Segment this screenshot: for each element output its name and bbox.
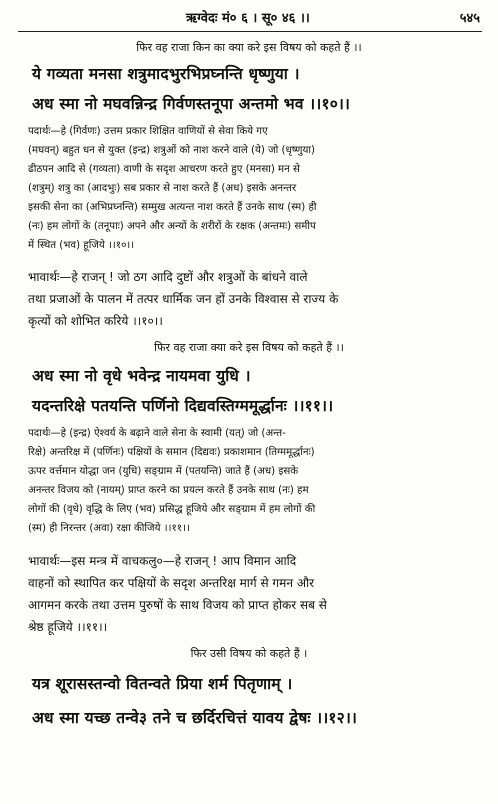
padartha-10 [28, 122, 470, 255]
intro-10: फिर वह राजा किन का क्या करे इस विषय को कहते हैं ।। [136, 41, 362, 54]
mantra-10-line-2: अध स्मा नो मघवन्निन्द्र गिर्वणस्तनूपा अन्तमो भव ।।१०।। [32, 95, 351, 113]
padartha-10-line: इसकी सेना का (अभिप्रघ्नन्ति) सम्मुख अत्यन्त नाश करते हैं उनके साथ (स्म) ही [28, 202, 317, 213]
bhavartha-10-line: कृत्यों को शोभित करिये ।।१०।। [28, 314, 163, 328]
page-header [20, 8, 480, 28]
bhavartha-10-line: तथा प्रजाओं के पालन में तत्पर धार्मिक जन हों उनके विश्वास से राज्य के [28, 292, 339, 306]
padartha-11-line: लोगों की (वृधे) वृद्धि के लिए (भव) प्रसिद्ध हूजिये और सङ्ग्राम में हम लोगों की [28, 504, 316, 515]
header-rule [18, 31, 482, 32]
bhavartha-11-line: भावार्थः—इस मन्त्र में वाचकलु०—हे राजन् ! आप विमान आदि [28, 554, 297, 568]
padartha-11 [28, 424, 470, 538]
mantra-12-line-2: अध स्मा यच्छ तन्वे३ तने च छर्दिरचित्तं यावय द्वेषः ।।१२।। [32, 709, 358, 727]
intro-12: फिर उसी विषय को कहते हैं । [190, 647, 308, 660]
intro-11: फिर वह राजा क्या करे इस विषय को कहते हैं ।। [154, 341, 344, 354]
running-title: ऋग्वेदः मं० ६ । सू० ४६ ।। [186, 11, 310, 26]
mantra-12-line-1: यत्र शूरासस्तन्वो वितन्वते प्रिया शर्म पितृणाम् । [32, 675, 293, 693]
padartha-10-line: (मघवन्) बहुत धन से युक्त (इन्द्र) शत्रुओं को नाश करने वाले (ये) जो (धृष्णुया) [28, 145, 315, 156]
padartha-11-line: अनन्तर विजय को (नायम्) प्राप्त करने का प्रयत्न करते हैं उनके साथ (नः) हम [28, 485, 309, 496]
bhavartha-11 [28, 550, 474, 638]
page-number: ५४५ [459, 11, 480, 26]
padartha-10-line: (नः) हम लोगों के (तनूपाः) अपने और अन्यों के शरीरों के रक्षक (अन्तमः) समीप [28, 221, 316, 232]
padartha-11-line: पदार्थः—हे (इन्द्र) ऐश्वर्य के बढ़ाने वाले सेना के स्वामी (यत्) जो (अन्त- [28, 428, 286, 439]
mantra-11-line-2: यदन्तरिक्षे पतयन्ति पर्णिनो दिद्यवस्तिग्ममूर्द्धानः ।।११।। [32, 397, 334, 415]
padartha-11-line: ऊपर वर्त्तमान योद्धा जन (युधि) सङ्ग्राम में (पतयन्ति) जाते हैं (अध) इसके [28, 466, 299, 477]
bhavartha-10-line: भावार्थः—हे राजन् ! जो ठग आदि दुष्टों और शत्रुओं के बांधने वाले [28, 270, 308, 284]
padartha-10-line: पदार्थः—हे (गिर्वणः) उत्तम प्रकार शिक्षित वाणियों से सेवा किये गए [28, 126, 268, 137]
mantra-11-line-1: अध स्मा नो वृधे भवेन्द्र नायमवा युधि । [32, 367, 251, 385]
padartha-10-line: (शत्रुम्) शत्रु का (आदभुः) सब प्रकार से नाश करते हैं (अध) इसके अनन्तर [28, 183, 297, 194]
padartha-10-line: में स्थित (भव) हूजिये ।।१०।। [28, 240, 135, 251]
padartha-11-line: रिक्षे) अन्तरिक्ष में (पर्णिनः) पक्षियों के समान (दिद्यवः) प्रकाशमान (तिग्ममूर्द्धानः) [28, 447, 315, 458]
bhavartha-10 [28, 266, 474, 332]
bhavartha-11-line: श्रेष्ठ हूजिये ।।११।। [28, 620, 108, 634]
padartha-10-line: ढीठपन आदि से (गव्यता) वाणी के सदृश आचरण करते हुए (मनसा) मन से [28, 164, 300, 175]
bhavartha-11-line: आगमन करके तथा उत्तम पुरुषों के साथ विजय को प्राप्त होकर सब से [28, 598, 327, 612]
bhavartha-11-line: वाहनों को स्थापित कर पक्षियों के सदृश अन्तरिक्ष मार्ग से गमन और [28, 576, 315, 590]
mantra-10-line-1: ये गव्यता मनसा शत्रुमादभुरभिप्रघ्नन्ति धृष्णुया । [32, 65, 300, 83]
padartha-11-line: (स्म) ही निरन्तर (अवा) रक्षा कीजिये ।।११।। [28, 523, 190, 534]
